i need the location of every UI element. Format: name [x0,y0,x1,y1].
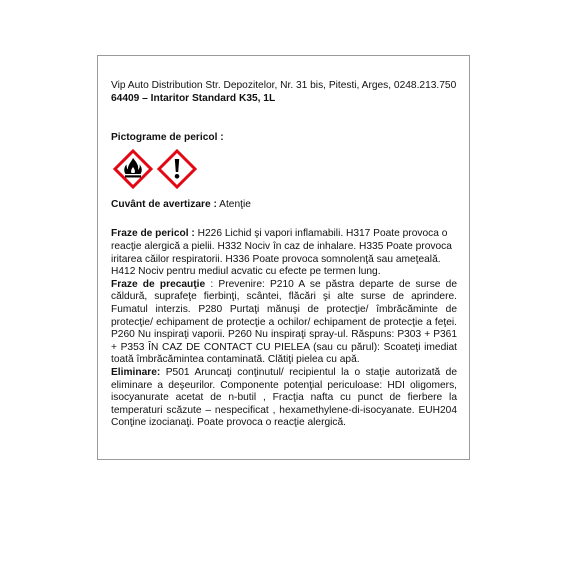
product-name [111,93,457,106]
disposal-statements [111,367,457,430]
precaution-label: Fraze de precauţie [111,278,206,290]
hazard-text: H226 Lichid şi vapori inflamabili. H317 Poate provoca o reacţie alergică a pielii. H332 Nociv în caz de inhalare. H335 Poate provoca iritarea căilor respiratorii. H336 Poate provoca somnolenţă sau ameţeală. H412 Nociv pentru mediul acvatic cu efecte pe termen lung. [111,228,452,278]
flame-icon [113,149,153,189]
product-name-text: 64409 – Intaritor Standard K35, 1L [111,92,276,104]
disposal-label: Eliminare: [111,366,161,378]
product-label [97,55,470,460]
hazard-statements [111,228,457,278]
disposal-text: P501 Aruncaţi conţinutul/ recipientul la o staţie autorizată de eliminare a deşeurilor. Componente potenţial periculoase: HDI oligomers, isocyanurate acetat de n-butil , Fracţia nafta cu punct de fierbere la temperaturi scăzute – nespecificat , hexamethylene-di-isocyanate. EUH204 Conţine izocianaţi. Poate provoca o reacţie alergică. [111,366,457,429]
precaution-text: : Prevenire: P210 A se păstra departe de surse de căldură, suprafeţe fierbinţi, scântei, flăcări şi alte surse de aprindere. Fumatul interzis. P280 Purtaţi mănuşi de protecţie/ îmbrăcăminte de protecţie/ echipament de protecţie a ochilor/ echipament de protecţie a feţei. P260 Nu inspiraţi vaporii. P260 Nu inspiraţi spray-ul. Răspuns: P303 + P361 + P353 ÎN CAZ DE CONTACT CU PIELEA (sau cu părul): Scoateţi imediat toată îmbrăcămintea contaminată. Clătiţi pielea cu apă. [111,278,457,366]
precautionary-statements [111,279,457,367]
signal-word [111,199,457,212]
pictograms-title [111,132,457,145]
signal-word-value: Atenţie [219,198,251,210]
signal-word-label: Cuvânt de avertizare : [111,198,217,210]
exclamation-mark-icon [157,149,197,189]
company-address: Vip Auto Distribution Str. Depozitelor, Nr. 31 bis, Pitesti, Arges, 0248.213.750 [111,80,457,91]
hazard-label: Fraze de pericol : [111,228,195,240]
pictograms-title-text: Pictograme de pericol : [111,132,224,144]
pictogram-row [113,149,457,189]
